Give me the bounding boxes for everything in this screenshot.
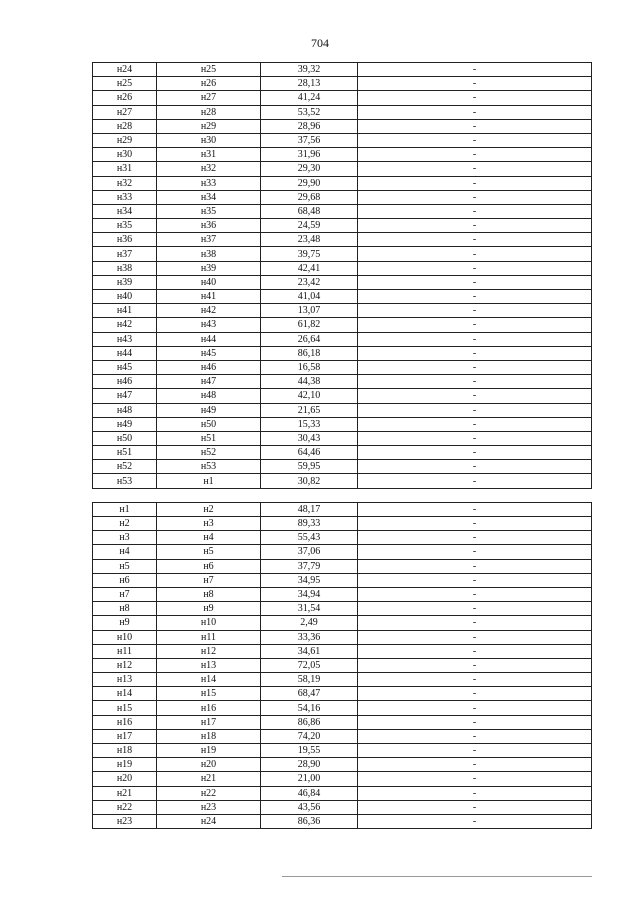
length-cell: 86,18 — [261, 346, 358, 360]
length-cell: 31,96 — [261, 148, 358, 162]
table-row — [93, 219, 592, 233]
from-point-cell: н36 — [93, 233, 157, 247]
note-cell: - — [358, 772, 592, 786]
boundary-segments-table — [92, 62, 592, 829]
from-point-cell: н35 — [93, 219, 157, 233]
length-cell: 43,56 — [261, 800, 358, 814]
length-cell: 86,36 — [261, 814, 358, 828]
to-point-cell: н43 — [157, 318, 261, 332]
from-point-cell: н9 — [93, 616, 157, 630]
to-point-cell: н3 — [157, 517, 261, 531]
to-point-cell: н6 — [157, 559, 261, 573]
table-row — [93, 233, 592, 247]
to-point-cell: н26 — [157, 77, 261, 91]
note-cell: - — [358, 502, 592, 516]
note-cell: - — [358, 658, 592, 672]
table-row — [93, 559, 592, 573]
note-cell: - — [358, 332, 592, 346]
to-point-cell: н8 — [157, 587, 261, 601]
table-row — [93, 77, 592, 91]
from-point-cell: н38 — [93, 261, 157, 275]
to-point-cell: н10 — [157, 616, 261, 630]
from-point-cell: н25 — [93, 77, 157, 91]
to-point-cell: н5 — [157, 545, 261, 559]
from-point-cell: н48 — [93, 403, 157, 417]
from-point-cell: н19 — [93, 758, 157, 772]
to-point-cell: н17 — [157, 715, 261, 729]
to-point-cell: н23 — [157, 800, 261, 814]
table-row — [93, 800, 592, 814]
to-point-cell: н35 — [157, 204, 261, 218]
to-point-cell: н31 — [157, 148, 261, 162]
to-point-cell: н11 — [157, 630, 261, 644]
table-row — [93, 318, 592, 332]
to-point-cell: н39 — [157, 261, 261, 275]
to-point-cell: н32 — [157, 162, 261, 176]
note-cell: - — [358, 190, 592, 204]
from-point-cell: н1 — [93, 502, 157, 516]
from-point-cell: н22 — [93, 800, 157, 814]
from-point-cell: н34 — [93, 204, 157, 218]
to-point-cell: н46 — [157, 360, 261, 374]
length-cell: 54,16 — [261, 701, 358, 715]
bottom-rule — [282, 876, 592, 877]
note-cell: - — [358, 375, 592, 389]
table-row — [93, 729, 592, 743]
length-cell: 37,06 — [261, 545, 358, 559]
from-point-cell: н40 — [93, 290, 157, 304]
table-row — [93, 304, 592, 318]
length-cell: 42,10 — [261, 389, 358, 403]
length-cell: 72,05 — [261, 658, 358, 672]
from-point-cell: н11 — [93, 644, 157, 658]
note-cell: - — [358, 474, 592, 488]
to-point-cell: н9 — [157, 602, 261, 616]
table-row — [93, 190, 592, 204]
length-cell: 37,56 — [261, 133, 358, 147]
table-row — [93, 290, 592, 304]
table-row — [93, 758, 592, 772]
note-cell: - — [358, 247, 592, 261]
note-cell: - — [358, 63, 592, 77]
length-cell: 61,82 — [261, 318, 358, 332]
table-row — [93, 275, 592, 289]
to-point-cell: н53 — [157, 460, 261, 474]
table-row — [93, 687, 592, 701]
table-row — [93, 148, 592, 162]
to-point-cell: н34 — [157, 190, 261, 204]
to-point-cell: н48 — [157, 389, 261, 403]
note-cell: - — [358, 630, 592, 644]
from-point-cell: н39 — [93, 275, 157, 289]
separator-row — [93, 488, 592, 502]
from-point-cell: н42 — [93, 318, 157, 332]
table-row — [93, 814, 592, 828]
note-cell: - — [358, 119, 592, 133]
length-cell: 58,19 — [261, 673, 358, 687]
to-point-cell: н51 — [157, 431, 261, 445]
table-row — [93, 91, 592, 105]
table-row — [93, 715, 592, 729]
table-block-2 — [93, 502, 592, 828]
from-point-cell: н45 — [93, 360, 157, 374]
to-point-cell: н13 — [157, 658, 261, 672]
table-row — [93, 446, 592, 460]
to-point-cell: н47 — [157, 375, 261, 389]
to-point-cell: н27 — [157, 91, 261, 105]
from-point-cell: н33 — [93, 190, 157, 204]
length-cell: 68,48 — [261, 204, 358, 218]
to-point-cell: н1 — [157, 474, 261, 488]
to-point-cell: н14 — [157, 673, 261, 687]
length-cell: 30,82 — [261, 474, 358, 488]
length-cell: 33,36 — [261, 630, 358, 644]
table-row — [93, 346, 592, 360]
table-row — [93, 389, 592, 403]
note-cell: - — [358, 304, 592, 318]
table-row — [93, 744, 592, 758]
to-point-cell: н4 — [157, 531, 261, 545]
from-point-cell: н32 — [93, 176, 157, 190]
length-cell: 34,95 — [261, 573, 358, 587]
to-point-cell: н52 — [157, 446, 261, 460]
table-row — [93, 417, 592, 431]
length-cell: 53,52 — [261, 105, 358, 119]
length-cell: 34,94 — [261, 587, 358, 601]
note-cell: - — [358, 814, 592, 828]
to-point-cell: н44 — [157, 332, 261, 346]
length-cell: 21,65 — [261, 403, 358, 417]
from-point-cell: н23 — [93, 814, 157, 828]
table-row — [93, 332, 592, 346]
note-cell: - — [358, 701, 592, 715]
note-cell: - — [358, 545, 592, 559]
note-cell: - — [358, 290, 592, 304]
note-cell: - — [358, 275, 592, 289]
to-point-cell: н15 — [157, 687, 261, 701]
note-cell: - — [358, 587, 592, 601]
from-point-cell: н50 — [93, 431, 157, 445]
to-point-cell: н24 — [157, 814, 261, 828]
to-point-cell: н12 — [157, 644, 261, 658]
to-point-cell: н50 — [157, 417, 261, 431]
to-point-cell: н21 — [157, 772, 261, 786]
length-cell: 30,43 — [261, 431, 358, 445]
note-cell: - — [358, 460, 592, 474]
note-cell: - — [358, 77, 592, 91]
length-cell: 39,32 — [261, 63, 358, 77]
to-point-cell: н29 — [157, 119, 261, 133]
to-point-cell: н7 — [157, 573, 261, 587]
table-separator — [93, 488, 592, 502]
from-point-cell: н8 — [93, 602, 157, 616]
note-cell: - — [358, 744, 592, 758]
length-cell: 2,49 — [261, 616, 358, 630]
to-point-cell: н41 — [157, 290, 261, 304]
table-row — [93, 474, 592, 488]
table-row — [93, 644, 592, 658]
to-point-cell: н22 — [157, 786, 261, 800]
table-row — [93, 247, 592, 261]
from-point-cell: н12 — [93, 658, 157, 672]
length-cell: 19,55 — [261, 744, 358, 758]
note-cell: - — [358, 446, 592, 460]
table-row — [93, 460, 592, 474]
from-point-cell: н6 — [93, 573, 157, 587]
from-point-cell: н7 — [93, 587, 157, 601]
note-cell: - — [358, 559, 592, 573]
to-point-cell: н36 — [157, 219, 261, 233]
table-row — [93, 261, 592, 275]
length-cell: 29,90 — [261, 176, 358, 190]
note-cell: - — [358, 318, 592, 332]
to-point-cell: н18 — [157, 729, 261, 743]
from-point-cell: н2 — [93, 517, 157, 531]
table-row — [93, 502, 592, 516]
table-row — [93, 360, 592, 374]
note-cell: - — [358, 687, 592, 701]
from-point-cell: н10 — [93, 630, 157, 644]
page-number: 704 — [311, 36, 329, 50]
to-point-cell: н37 — [157, 233, 261, 247]
length-cell: 55,43 — [261, 531, 358, 545]
note-cell: - — [358, 105, 592, 119]
table-row — [93, 105, 592, 119]
table-row — [93, 204, 592, 218]
from-point-cell: н26 — [93, 91, 157, 105]
table-row — [93, 573, 592, 587]
from-point-cell: н14 — [93, 687, 157, 701]
note-cell: - — [358, 417, 592, 431]
to-point-cell: н2 — [157, 502, 261, 516]
length-cell: 31,54 — [261, 602, 358, 616]
to-point-cell: н42 — [157, 304, 261, 318]
length-cell: 21,00 — [261, 772, 358, 786]
to-point-cell: н28 — [157, 105, 261, 119]
table-row — [93, 63, 592, 77]
table-row — [93, 786, 592, 800]
from-point-cell: н44 — [93, 346, 157, 360]
length-cell: 15,33 — [261, 417, 358, 431]
note-cell: - — [358, 673, 592, 687]
to-point-cell: н49 — [157, 403, 261, 417]
table-row — [93, 119, 592, 133]
note-cell: - — [358, 176, 592, 190]
from-point-cell: н49 — [93, 417, 157, 431]
length-cell: 41,24 — [261, 91, 358, 105]
length-cell: 42,41 — [261, 261, 358, 275]
note-cell: - — [358, 800, 592, 814]
to-point-cell: н20 — [157, 758, 261, 772]
table-row — [93, 772, 592, 786]
from-point-cell: н20 — [93, 772, 157, 786]
note-cell: - — [358, 729, 592, 743]
length-cell: 68,47 — [261, 687, 358, 701]
note-cell: - — [358, 133, 592, 147]
from-point-cell: н15 — [93, 701, 157, 715]
length-cell: 28,13 — [261, 77, 358, 91]
length-cell: 48,17 — [261, 502, 358, 516]
to-point-cell: н38 — [157, 247, 261, 261]
table-row — [93, 673, 592, 687]
table-row — [93, 133, 592, 147]
note-cell: - — [358, 403, 592, 417]
to-point-cell: н33 — [157, 176, 261, 190]
to-point-cell: н16 — [157, 701, 261, 715]
table-row — [93, 531, 592, 545]
from-point-cell: н46 — [93, 375, 157, 389]
table-row — [93, 616, 592, 630]
length-cell: 39,75 — [261, 247, 358, 261]
from-point-cell: н21 — [93, 786, 157, 800]
length-cell: 13,07 — [261, 304, 358, 318]
note-cell: - — [358, 360, 592, 374]
from-point-cell: н31 — [93, 162, 157, 176]
note-cell: - — [358, 431, 592, 445]
from-point-cell: н24 — [93, 63, 157, 77]
note-cell: - — [358, 644, 592, 658]
from-point-cell: н29 — [93, 133, 157, 147]
from-point-cell: н13 — [93, 673, 157, 687]
from-point-cell: н4 — [93, 545, 157, 559]
to-point-cell: н40 — [157, 275, 261, 289]
table-row — [93, 517, 592, 531]
length-cell: 74,20 — [261, 729, 358, 743]
from-point-cell: н27 — [93, 105, 157, 119]
table-row — [93, 403, 592, 417]
length-cell: 23,48 — [261, 233, 358, 247]
table-row — [93, 545, 592, 559]
table-row — [93, 602, 592, 616]
from-point-cell: н43 — [93, 332, 157, 346]
note-cell: - — [358, 219, 592, 233]
length-cell: 41,04 — [261, 290, 358, 304]
table-row — [93, 701, 592, 715]
from-point-cell: н41 — [93, 304, 157, 318]
note-cell: - — [358, 531, 592, 545]
note-cell: - — [358, 261, 592, 275]
note-cell: - — [358, 715, 592, 729]
from-point-cell: н5 — [93, 559, 157, 573]
length-cell: 26,64 — [261, 332, 358, 346]
length-cell: 29,30 — [261, 162, 358, 176]
note-cell: - — [358, 517, 592, 531]
table-row — [93, 630, 592, 644]
length-cell: 64,46 — [261, 446, 358, 460]
from-point-cell: н30 — [93, 148, 157, 162]
table-row — [93, 587, 592, 601]
length-cell: 23,42 — [261, 275, 358, 289]
note-cell: - — [358, 233, 592, 247]
length-cell: 28,96 — [261, 119, 358, 133]
length-cell: 89,33 — [261, 517, 358, 531]
note-cell: - — [358, 573, 592, 587]
length-cell: 16,58 — [261, 360, 358, 374]
length-cell: 28,90 — [261, 758, 358, 772]
to-point-cell: н45 — [157, 346, 261, 360]
note-cell: - — [358, 758, 592, 772]
to-point-cell: н25 — [157, 63, 261, 77]
from-point-cell: н28 — [93, 119, 157, 133]
table-row — [93, 431, 592, 445]
from-point-cell: н3 — [93, 531, 157, 545]
from-point-cell: н17 — [93, 729, 157, 743]
length-cell: 24,59 — [261, 219, 358, 233]
to-point-cell: н19 — [157, 744, 261, 758]
table-block-1 — [93, 63, 592, 489]
from-point-cell: н47 — [93, 389, 157, 403]
length-cell: 37,79 — [261, 559, 358, 573]
table-row — [93, 658, 592, 672]
from-point-cell: н16 — [93, 715, 157, 729]
length-cell: 29,68 — [261, 190, 358, 204]
note-cell: - — [358, 602, 592, 616]
note-cell: - — [358, 616, 592, 630]
from-point-cell: н52 — [93, 460, 157, 474]
note-cell: - — [358, 162, 592, 176]
table-row — [93, 162, 592, 176]
note-cell: - — [358, 346, 592, 360]
from-point-cell: н53 — [93, 474, 157, 488]
note-cell: - — [358, 389, 592, 403]
note-cell: - — [358, 204, 592, 218]
length-cell: 86,86 — [261, 715, 358, 729]
length-cell: 34,61 — [261, 644, 358, 658]
table-row — [93, 176, 592, 190]
from-point-cell: н37 — [93, 247, 157, 261]
length-cell: 59,95 — [261, 460, 358, 474]
note-cell: - — [358, 148, 592, 162]
note-cell: - — [358, 91, 592, 105]
note-cell: - — [358, 786, 592, 800]
length-cell: 44,38 — [261, 375, 358, 389]
table-row — [93, 375, 592, 389]
to-point-cell: н30 — [157, 133, 261, 147]
from-point-cell: н51 — [93, 446, 157, 460]
from-point-cell: н18 — [93, 744, 157, 758]
length-cell: 46,84 — [261, 786, 358, 800]
